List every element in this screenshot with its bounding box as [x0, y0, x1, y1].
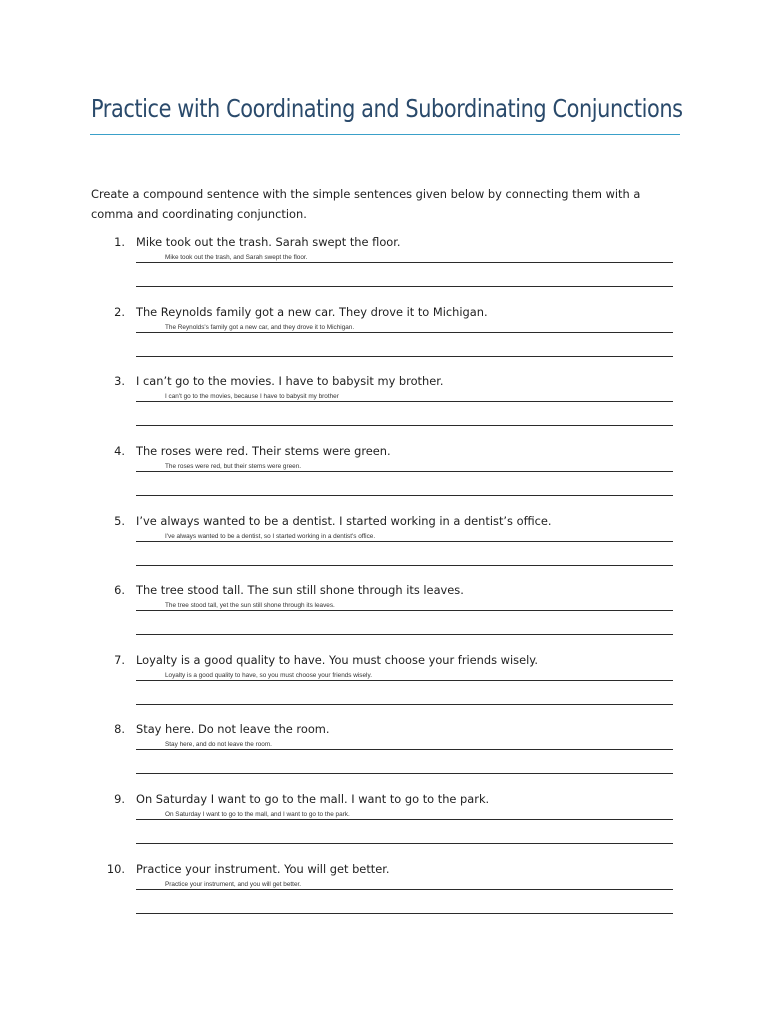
answer-line[interactable]	[136, 889, 673, 890]
answer-line[interactable]	[136, 565, 673, 566]
question-prompt: I can’t go to the movies. I have to babysit my brother.	[136, 374, 444, 388]
question-number: 10.	[106, 862, 125, 876]
question-prompt: The roses were red. Their stems were green.	[136, 444, 391, 458]
answer-line[interactable]	[136, 332, 673, 333]
title-underline	[90, 134, 680, 135]
handwritten-answer: The Reynolds's family got a new car, and they drove it to Michigan.	[165, 324, 355, 331]
question-number: 8.	[114, 722, 125, 736]
answer-line[interactable]	[136, 495, 673, 496]
question-number: 1.	[114, 235, 125, 249]
question-prompt: The Reynolds family got a new car. They drove it to Michigan.	[136, 305, 488, 319]
question-number: 5.	[114, 514, 125, 528]
question-item	[0, 721, 768, 791]
handwritten-answer: I can't go to the movies, because I have to babysit my brother	[165, 393, 339, 400]
answer-line[interactable]	[136, 541, 673, 542]
question-item	[0, 443, 768, 513]
handwritten-answer: On Saturday I want to go to the mall, and I want to go to the park.	[165, 811, 350, 818]
question-item	[0, 582, 768, 652]
handwritten-answer: The tree stood tall, yet the sun still shone through its leaves.	[165, 602, 335, 609]
question-prompt: Practice your instrument. You will get better.	[136, 862, 390, 876]
instructions: Create a compound sentence with the simple sentences given below by connecting them with a comma and coordinating conjunction.	[91, 187, 641, 221]
handwritten-answer: Mike took out the trash, and Sarah swept the floor.	[165, 254, 308, 261]
question-number: 7.	[114, 653, 125, 667]
answer-line[interactable]	[136, 356, 673, 357]
question-number: 3.	[114, 374, 125, 388]
answer-line[interactable]	[136, 262, 673, 263]
handwritten-answer: Loyalty is a good quality to have, so you must choose your friends wisely.	[165, 672, 372, 679]
question-prompt: Loyalty is a good quality to have. You must choose your friends wisely.	[136, 653, 539, 667]
answer-line[interactable]	[136, 843, 673, 844]
answer-line[interactable]	[136, 610, 673, 611]
answer-line[interactable]	[136, 286, 673, 287]
question-prompt: Stay here. Do not leave the room.	[136, 722, 330, 736]
question-item	[0, 304, 768, 374]
question-prompt: I’ve always wanted to be a dentist. I started working in a dentist’s office.	[136, 514, 552, 528]
answer-line[interactable]	[136, 913, 673, 914]
handwritten-answer: Stay here, and do not leave the room.	[165, 741, 272, 748]
question-prompt: The tree stood tall. The sun still shone through its leaves.	[136, 583, 464, 597]
handwritten-answer: Practice your instrument, and you will get better.	[165, 881, 302, 888]
question-item	[0, 861, 768, 931]
answer-line[interactable]	[136, 773, 673, 774]
answer-line[interactable]	[136, 425, 673, 426]
question-number: 9.	[114, 792, 125, 806]
question-number: 6.	[114, 583, 125, 597]
question-item	[0, 234, 768, 304]
question-number: 2.	[114, 305, 125, 319]
question-item	[0, 791, 768, 861]
answer-line[interactable]	[136, 680, 673, 681]
answer-line[interactable]	[136, 704, 673, 705]
answer-line[interactable]	[136, 819, 673, 820]
question-prompt: On Saturday I want to go to the mall. I want to go to the park.	[136, 792, 490, 806]
question-item	[0, 373, 768, 443]
handwritten-answer: I've always wanted to be a dentist, so I started working in a dentist's office.	[165, 533, 376, 540]
question-number: 4.	[114, 444, 125, 458]
question-prompt: Mike took out the trash. Sarah swept the floor.	[136, 235, 401, 249]
answer-line[interactable]	[136, 634, 673, 635]
handwritten-answer: The roses were red, but their stems were green.	[165, 463, 302, 470]
answer-line[interactable]	[136, 401, 673, 402]
page-title: Practice with Coordinating and Subordinating Conjunctions	[91, 94, 683, 123]
answer-line[interactable]	[136, 471, 673, 472]
answer-line[interactable]	[136, 749, 673, 750]
question-item	[0, 652, 768, 722]
question-item	[0, 513, 768, 583]
